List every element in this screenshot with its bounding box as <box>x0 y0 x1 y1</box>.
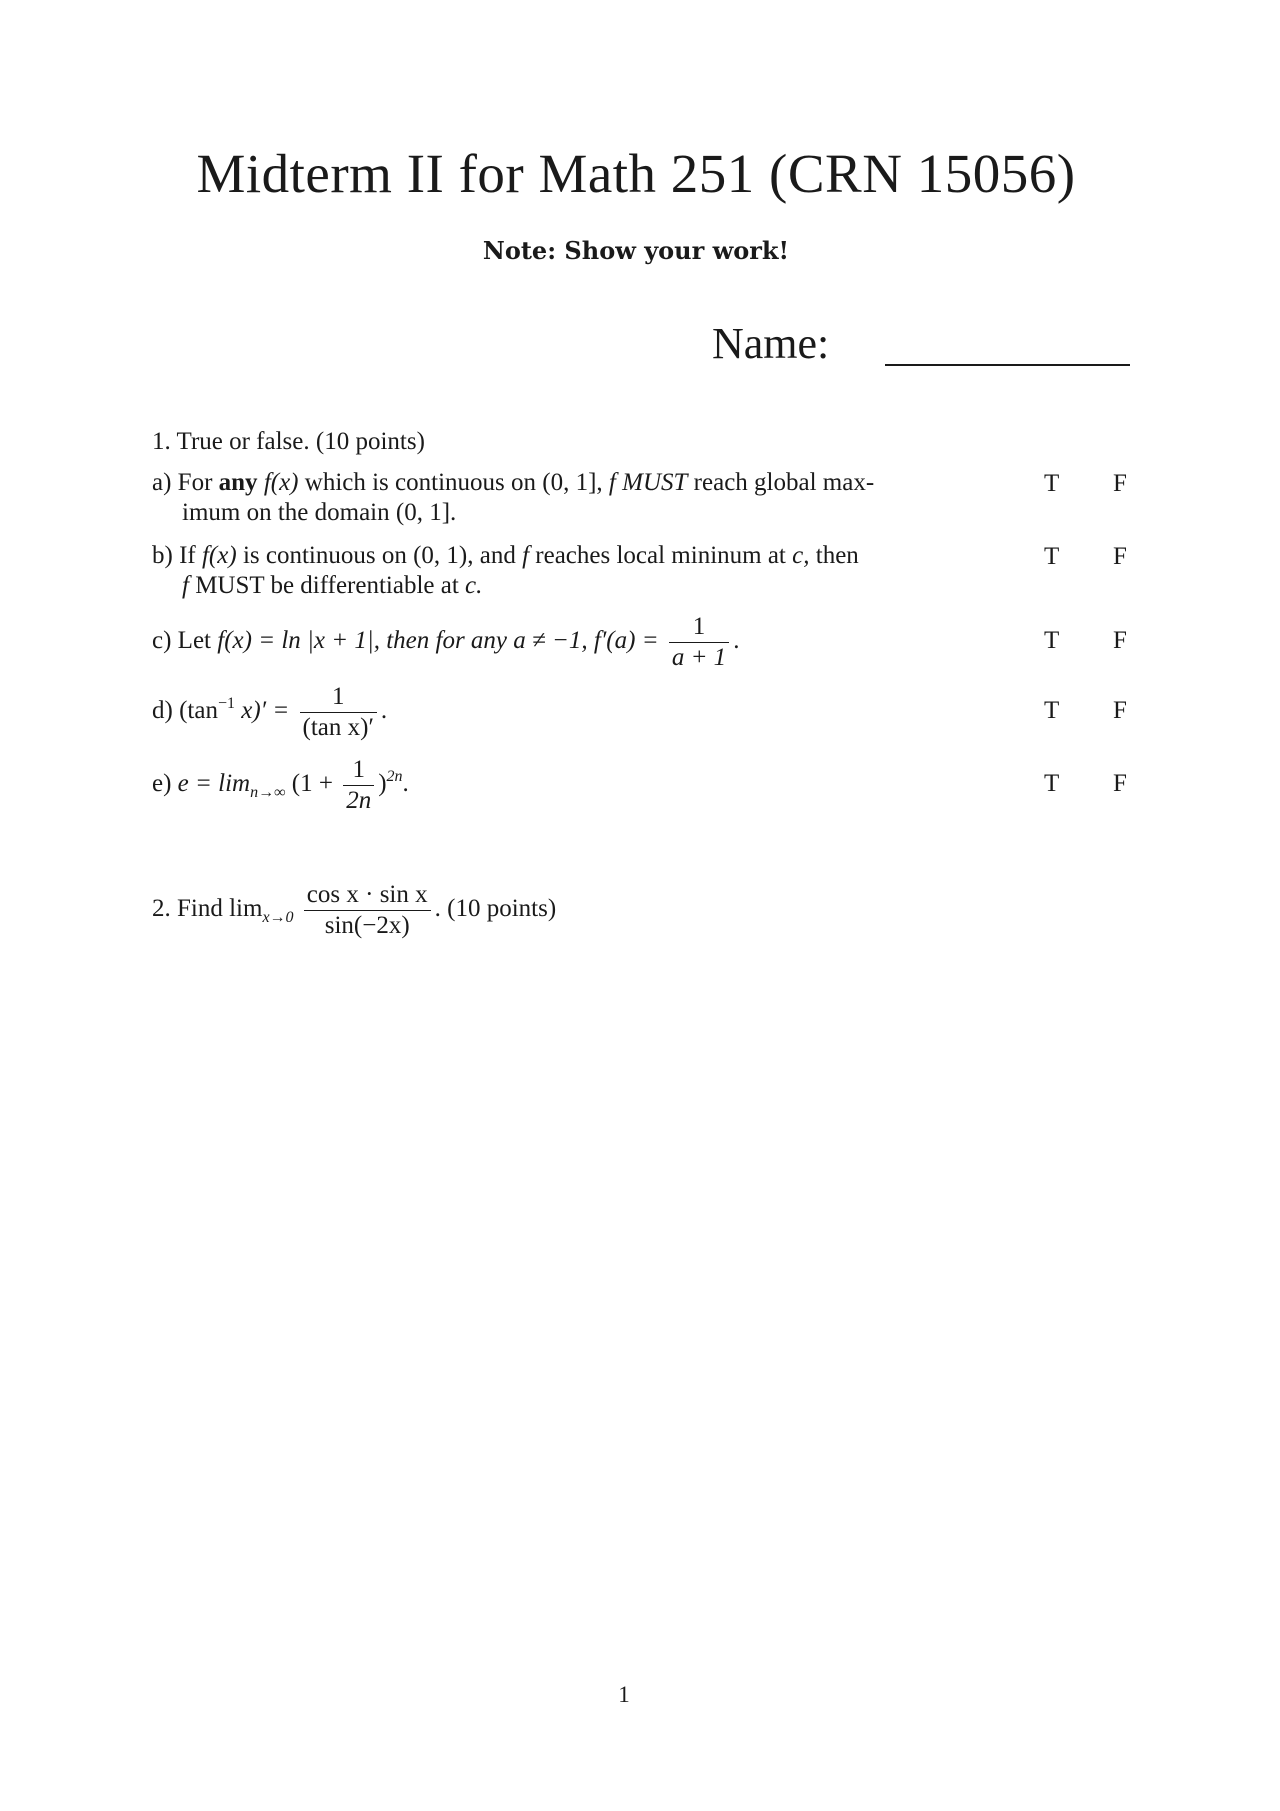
q1c-false-option[interactable]: F <box>1113 627 1127 654</box>
q1e-period: . <box>402 770 409 798</box>
q1-heading: 1. True or false. (10 points) <box>152 428 425 455</box>
q1a-text: For <box>177 469 213 496</box>
q1a-false-option[interactable]: F <box>1113 470 1127 497</box>
q1c-denominator: a + 1 <box>669 642 729 673</box>
q1a-label: a) <box>152 469 172 496</box>
q1e-fraction <box>343 755 374 816</box>
page-number: 1 <box>618 1682 630 1707</box>
q1e-numerator: 1 <box>352 756 365 783</box>
q1c-let: Let <box>177 627 211 655</box>
q1b-text: is continuous on (0, 1), and <box>242 542 516 569</box>
name-label: Name: <box>712 319 830 368</box>
q1c-numerator: 1 <box>692 613 706 640</box>
q1e-label: e) <box>152 770 172 798</box>
q1e-mid: (1 + <box>291 770 333 798</box>
name-blank-line[interactable] <box>885 364 1130 366</box>
q1b-line1 <box>152 542 859 570</box>
q1a-any: any <box>218 469 258 496</box>
q1d-period: . <box>380 697 388 725</box>
q1c-period: . <box>733 627 740 655</box>
q2 <box>152 880 556 941</box>
q1d-fraction <box>300 682 377 743</box>
q1a-line2: imum on the domain (0, 1]. <box>182 499 457 526</box>
q2-sub: x→0 <box>262 909 294 927</box>
q1b-text2: reaches local mininum at <box>535 542 786 569</box>
q1b-f2: f <box>182 572 189 599</box>
q2-denominator: sin(−2x) <box>304 910 431 941</box>
q2-find: 2. Find lim <box>152 895 263 923</box>
q1b-line2 <box>182 572 482 600</box>
q1e-exponent: 2n <box>386 768 403 786</box>
q1a-text3: reach global max- <box>693 469 875 496</box>
q1e-true-option[interactable]: T <box>1044 770 1060 797</box>
q1b-false-option[interactable]: F <box>1113 543 1127 570</box>
q1e-false-option[interactable]: F <box>1113 770 1127 797</box>
q1d-sup: −1 <box>217 695 235 713</box>
q1b-then: then <box>815 542 859 569</box>
q1d-label: d) <box>152 697 173 725</box>
q1d-denominator: (tan x)′ <box>300 712 377 743</box>
q2-numerator: cos x · sin x <box>306 881 428 908</box>
q1b-text3: MUST be differentiable at <box>195 572 459 599</box>
page-title: Midterm II for Math 251 (CRN 15056) <box>196 143 1076 204</box>
q1c-expr: f(x) = ln |x + 1|, then for any a ≠ −1, f′(a) = <box>217 627 659 655</box>
q1e <box>152 755 409 816</box>
q1c-fraction <box>669 612 729 673</box>
q1e-sub: n→∞ <box>250 784 286 802</box>
q2-fraction <box>304 880 431 941</box>
q1d-false-option[interactable]: F <box>1113 697 1127 724</box>
q1a-interval: (0, 1], <box>542 469 603 496</box>
q1a-true-option[interactable]: T <box>1044 470 1060 497</box>
q1e-close: ) <box>378 770 387 798</box>
q1e-lhs: e = lim <box>177 770 251 798</box>
q1b-if: If <box>179 542 196 569</box>
q1a-f: f <box>608 469 616 496</box>
q1c-label: c) <box>152 627 172 655</box>
q1a-must: MUST <box>622 469 688 496</box>
q1a-line1 <box>152 469 874 497</box>
q1d-lhs2: x)′ = <box>241 697 290 725</box>
q1e-denominator: 2n <box>343 785 374 816</box>
q1b-true-option[interactable]: T <box>1044 543 1060 570</box>
q1d-numerator: 1 <box>331 683 345 710</box>
q1c <box>152 612 739 673</box>
q1b-c: c, <box>792 542 810 569</box>
q1b-c2: c. <box>465 572 483 599</box>
q1d-lhs: (tan <box>179 697 218 725</box>
q1a-fx: f(x) <box>263 469 299 496</box>
q2-points: . (10 points) <box>434 895 557 923</box>
q1b-fx: f(x) <box>201 542 237 569</box>
q1c-true-option[interactable]: T <box>1044 627 1060 654</box>
q1b-f: f <box>522 542 530 569</box>
instructions-note: Note: Show your work! <box>482 236 790 265</box>
q1b-label: b) <box>152 542 173 569</box>
q1d-true-option[interactable]: T <box>1044 697 1060 724</box>
q1d <box>152 682 387 743</box>
q1a-text2: which is continuous on <box>304 469 537 496</box>
